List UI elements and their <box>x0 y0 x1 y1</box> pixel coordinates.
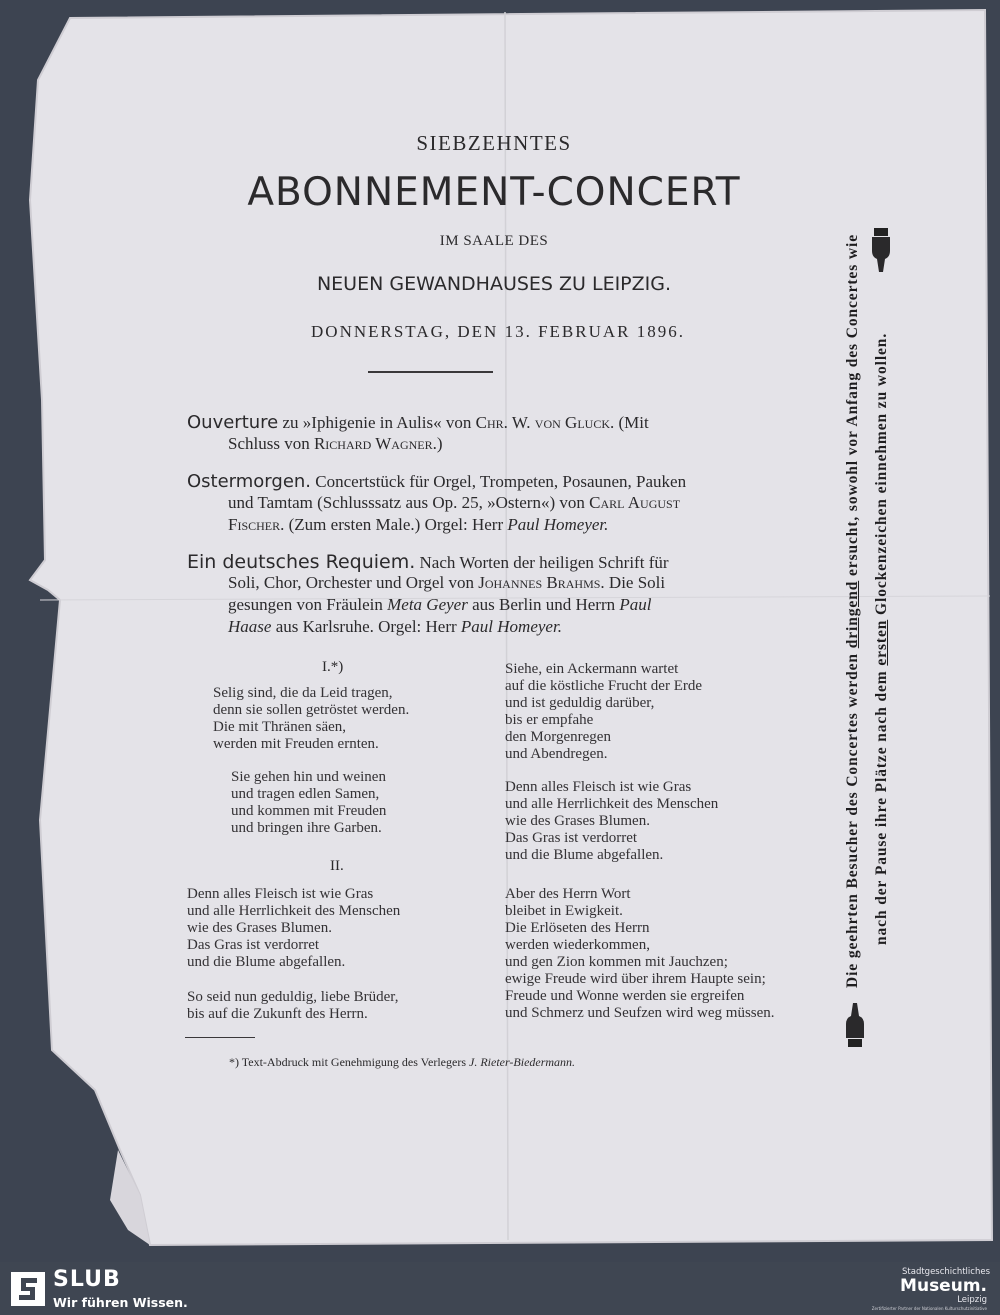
program-item-3-line4 <box>228 617 562 637</box>
performer-homeyer: Paul Homeyer. <box>507 515 609 534</box>
slub-logo-icon <box>11 1272 45 1306</box>
stanza-6: Denn alles Fleisch ist wie Gras und alle Herrlichkeit des Menschen wie des Grases Blumen. Das Gras ist verdorret und die Blume abgefallen. <box>505 779 719 863</box>
program-item-2-title: Ostermorgen. <box>187 471 312 492</box>
program-item-1-note: (Mit <box>614 413 649 432</box>
stanza-5: Siehe, ein Ackermann wartet auf die köstliche Frucht der Erde und ist geduldig darüber, bis er empfahe den Morgenregen und Abendregen. <box>505 661 703 762</box>
program-item-3-line3 <box>228 595 652 615</box>
program-item-1-title: Ouverture <box>187 412 279 433</box>
side-note-1b: ersucht, sowohl vor Anfang des Concertes wie <box>844 234 861 581</box>
stanza-2: Sie gehen hin und weinen und tragen edlen Samen, und kommen mit Freuden und bringen ihre Garben. <box>231 769 387 836</box>
footnote-text: *) Text-Abdruck mit Genehmigung des Verlegers <box>229 1055 469 1069</box>
program-item-3-text: Nach Worten der heiligen Schrift für <box>415 553 669 572</box>
program-item-3-title: Ein deutsches Requiem. <box>187 551 416 573</box>
side-note-line-2 <box>873 333 891 945</box>
side-note-2-emph: ersten <box>873 619 890 666</box>
program-item-3-text4: aus Karlsruhe. Orgel: Herr <box>271 617 461 636</box>
side-note-1a: Die geehrten Besucher des Concertes werden <box>844 648 861 988</box>
program-item-1-close: ) <box>436 434 443 453</box>
composer-gluck: Chr. W. von Gluck. <box>475 413 615 432</box>
side-note-1-emph: dringend <box>844 580 861 649</box>
footer-bar <box>0 1262 1000 1315</box>
program-item-1-text2: Schluss von <box>228 434 314 453</box>
side-note-2a: nach der Pause ihre Plätze nach dem <box>873 665 890 945</box>
stanza-1: Selig sind, die da Leid tragen, denn sie sollen getröstet werden. Die mit Thränen säen, werden mit Freuden ernten. <box>213 685 410 752</box>
stanza-3: Denn alles Fleisch ist wie Gras und alle Herrlichkeit des Menschen wie des Grases Blumen. Das Gras ist verdorret und die Blume abgefallen. <box>187 886 401 970</box>
program-item-2 <box>187 471 686 492</box>
composer-fischer-2: Fischer. <box>228 515 285 534</box>
program-item-1-text: zu »Iphigenie in Aulis« von <box>278 413 476 432</box>
program-item-3-line2 <box>228 573 665 593</box>
composer-fischer-1: Carl August <box>589 493 681 512</box>
program-item-2-text2: und Tamtam (Schlusssatz aus Op. 25, »Ostern«) von <box>228 493 590 512</box>
program-item-2-line2 <box>228 493 680 513</box>
pointing-hand-icon <box>843 1003 867 1047</box>
performer-haase-2: Haase <box>228 617 272 636</box>
footer-tagline: Wir führen Wissen. <box>53 1295 188 1310</box>
side-note-line-1 <box>844 234 862 988</box>
concert-date: DONNERSTAG, DEN 13. FEBRUAR 1896. <box>311 322 685 341</box>
program-item-1 <box>187 412 649 433</box>
program-item-2-text: Concertstück für Orgel, Trompeten, Posaunen, Pauken <box>311 472 687 491</box>
composer-brahms: Johannes Brahms. <box>478 573 605 592</box>
program-item-2-line3 <box>228 515 608 535</box>
section-1-heading: I.*) <box>322 659 344 675</box>
page-title: ABONNEMENT-CONCERT <box>247 170 741 215</box>
museum-label: Museum. <box>900 1276 987 1296</box>
performer-haase-1: Paul <box>619 595 652 614</box>
stanza-4: So seid nun geduldig, liebe Brüder, bis auf die Zukunft des Herrn. <box>187 989 399 1022</box>
program-item-3-text3b: aus Berlin und Herrn <box>467 595 620 614</box>
header-divider <box>368 371 493 373</box>
program-item-3-text2b: Die Soli <box>604 573 666 592</box>
museum-label-small: Stadtgeschichtliches <box>902 1267 990 1277</box>
program-item-3-text3: gesungen von Fräulein <box>228 595 388 614</box>
program-item-3-text2: Soli, Chor, Orchester und Orgel von <box>228 573 479 592</box>
concert-number: SIEBZEHNTES <box>416 131 572 155</box>
museum-note: Zertifizierter Partner der Nationalen Kulturschutzinitiative <box>871 1306 987 1311</box>
performer-homeyer-2: Paul Homeyer. <box>460 617 562 636</box>
side-note-2b: Glockenzeichen einnehmen zu wollen. <box>873 332 890 620</box>
program-item-2-text3: (Zum ersten Male.) Orgel: Herr <box>284 515 508 534</box>
museum-city: Leipzig <box>957 1295 987 1305</box>
program-item-1-line2 <box>228 434 443 454</box>
performer-geyer: Meta Geyer <box>387 595 468 614</box>
footnote <box>229 1055 575 1070</box>
footnote-publisher: J. Rieter-Biedermann. <box>469 1055 576 1069</box>
composer-wagner: Richard Wagner. <box>313 434 437 453</box>
footer-brand: SLUB <box>53 1267 121 1292</box>
section-2-heading: II. <box>330 858 344 874</box>
footnote-divider <box>185 1037 255 1038</box>
stanza-7: Aber des Herrn Wort bleibet in Ewigkeit. Die Erlöseten des Herrn werden wiederkommen, und gen Zion kommen mit Jauchzen; ewige Freude wird über ihrem Haupte sein; Freude und Wonne werden sie ergreifen und Schmerz und Seufzen wird weg müssen. <box>505 886 775 1021</box>
pointing-hand-icon <box>868 228 894 272</box>
venue-line: IM SAALE DES <box>439 233 549 249</box>
program-item-3 <box>187 551 669 573</box>
venue-name: NEUEN GEWANDHAUSES ZU LEIPZIG. <box>316 273 672 295</box>
